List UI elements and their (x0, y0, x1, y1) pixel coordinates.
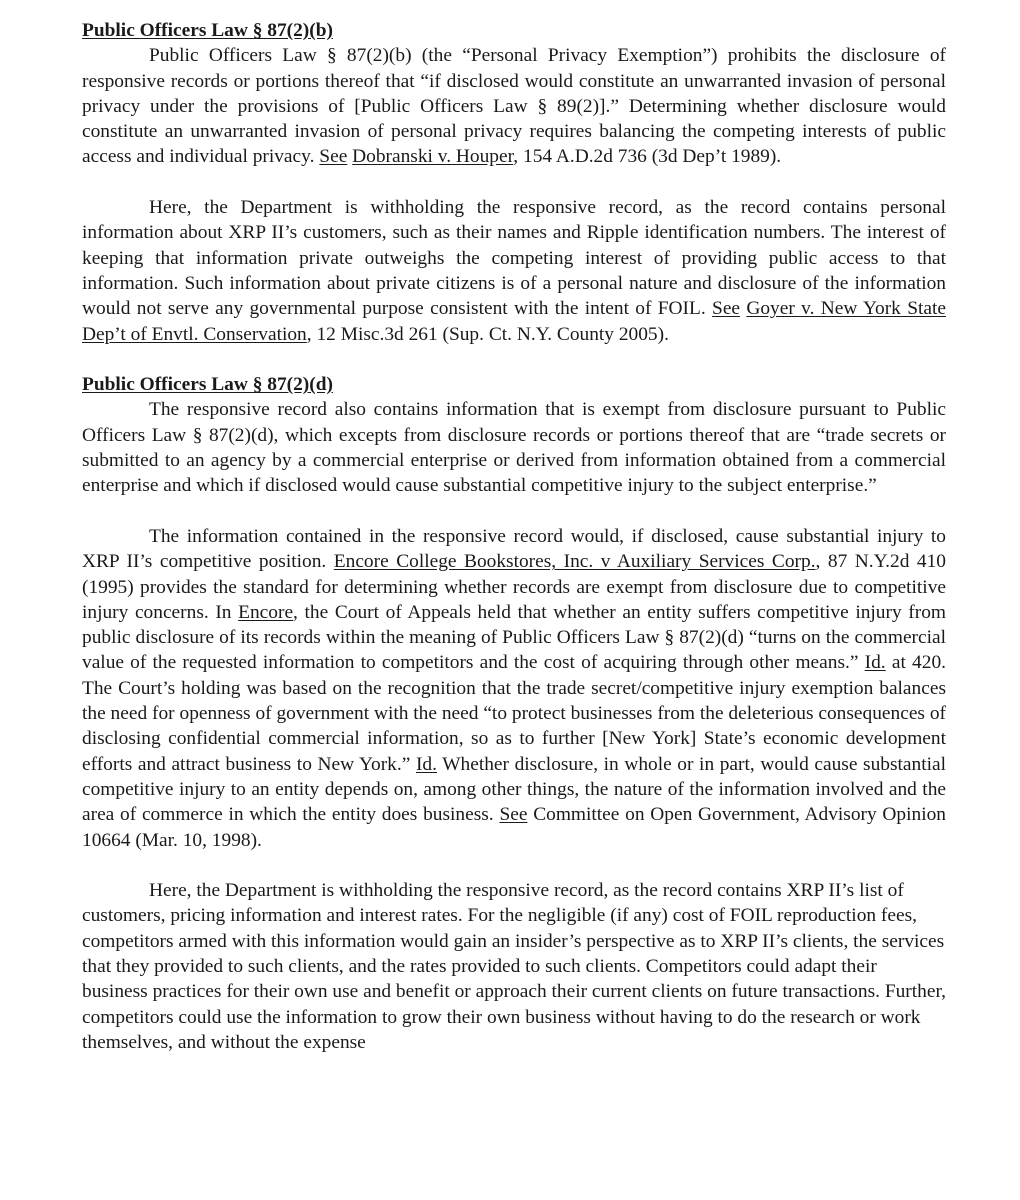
section-heading-87-2-d: Public Officers Law § 87(2)(d) (82, 374, 333, 396)
case-short-cite-encore: Encore (238, 601, 294, 623)
paragraph-competitive-injury (82, 524, 946, 853)
paragraph-text: , 87 N.Y.2d 410 (1995) provides the standard for determining whether records are exempt from disclosure due to competitive injury concerns. In (82, 551, 946, 623)
citation-signal-see: See (319, 146, 348, 168)
paragraph-text: , the Court of Appeals held that whether an entity suffers competitive injury from public disclosure of its records within the meaning of Public Officers Law § 87(2)(d) “turns on the commercial value of the requested information to competitors and the cost of acquiring through other means.” (82, 601, 946, 674)
citation-advisory-opinion: Committee on Open Government, Advisory Opinion 10664 (Mar. 10, 1998). (82, 804, 946, 851)
paragraph-text: The information contained in the responsive record would, if disclosed, cause substantial injury to XRP II’s competitive position. (82, 525, 946, 573)
paragraph-text: Here, the Department is withholding the responsive record, as the record contains personal information about XRP II’s customers, such as their names and Ripple identification numbers. The interest of keeping that information private outweighs the competing interest of providing public access to that information. Such information about private citizens is of a personal nature and disclosure of the information would not serve any governmental purpose consistent with the intent of FOIL. (82, 197, 946, 320)
citation-signal-see: See (499, 804, 528, 826)
paragraph-text: at 420. The Court’s holding was based on the recognition that the trade secret/competitive injury exemption balances the need for openness of government with the need “to protect businesses from the deleterious consequences of disclosing confidential commercial information, so as to further [New York] State’s economic development efforts and attract business to New York.” (82, 652, 946, 775)
case-citation-goyer: Goyer v. New York State Dep’t of Envtl. Conservation (82, 298, 946, 345)
paragraph-spacer (82, 347, 946, 372)
paragraph-spacer (82, 853, 946, 878)
case-citation-dobranski: Dobranski v. Houper (352, 146, 514, 168)
paragraph-spacer (82, 170, 946, 195)
paragraph-spacer (82, 499, 946, 524)
paragraph-trade-secrets-exemption (82, 397, 946, 498)
paragraph-text: Whether disclosure, in whole or in part, would cause substantial competitive injury to an entity depends on, among other things, the nature of the information involved and the area of commerce in which the entity does business. (82, 753, 946, 826)
paragraph-personal-privacy-exemption (82, 43, 946, 169)
paragraph-text: Public Officers Law § 87(2)(b) (the “Personal Privacy Exemption”) prohibits the disclosure of responsive records or portions thereof that “if disclosed would constitute an unwarranted invasion of personal privacy under the provisions of [Public Officers Law § 89(2)].” Determining whether disclosure would constitute an unwarranted invasion of personal privacy requires balancing the competing interests of public access and individual privacy. (82, 45, 946, 168)
paragraph-text: Here, the Department is withholding the responsive record, as the record contains XRP II’s list of customers, pricing information and interest rates. For the negligible (if any) cost of FOIL reproduction fees, competitors armed with this information would gain an insider’s perspective as to XRP II’s clients, the services that they provided to such clients, and the rates provided to such clients. Competitors could adapt their business practices for their own use and benefit or approach their current clients on future transactions. Further, competitors could use the information to grow their own business without having to do the research or work themselves, and without the expense (82, 880, 946, 1053)
citation-reporter: , 154 A.D.2d 736 (3d Dep’t 1989). (513, 146, 782, 168)
citation-signal-see: See (712, 298, 741, 320)
citation-id: Id. (415, 753, 437, 775)
citation-reporter: , 12 Misc.3d 261 (Sup. Ct. N.Y. County 2005). (306, 323, 669, 345)
case-citation-encore: Encore College Bookstores, Inc. v Auxiliary Services Corp. (333, 551, 816, 573)
paragraph-withholding-personal-info (82, 195, 946, 347)
citation-id: Id. (864, 652, 886, 674)
section-heading-87-2-b: Public Officers Law § 87(2)(b) (82, 20, 333, 41)
paragraph-text: The responsive record also contains information that is exempt from disclosure pursuant to Public Officers Law § 87(2)(d), which excepts from disclosure records or portions thereof that are “trade secrets or submitted to an agency by a commercial enterprise or derived from information obtained from a commercial enterprise and which if disclosed would cause substantial competitive injury to the subject enterprise.” (82, 399, 946, 497)
paragraph-withholding-customer-list (82, 878, 946, 1055)
